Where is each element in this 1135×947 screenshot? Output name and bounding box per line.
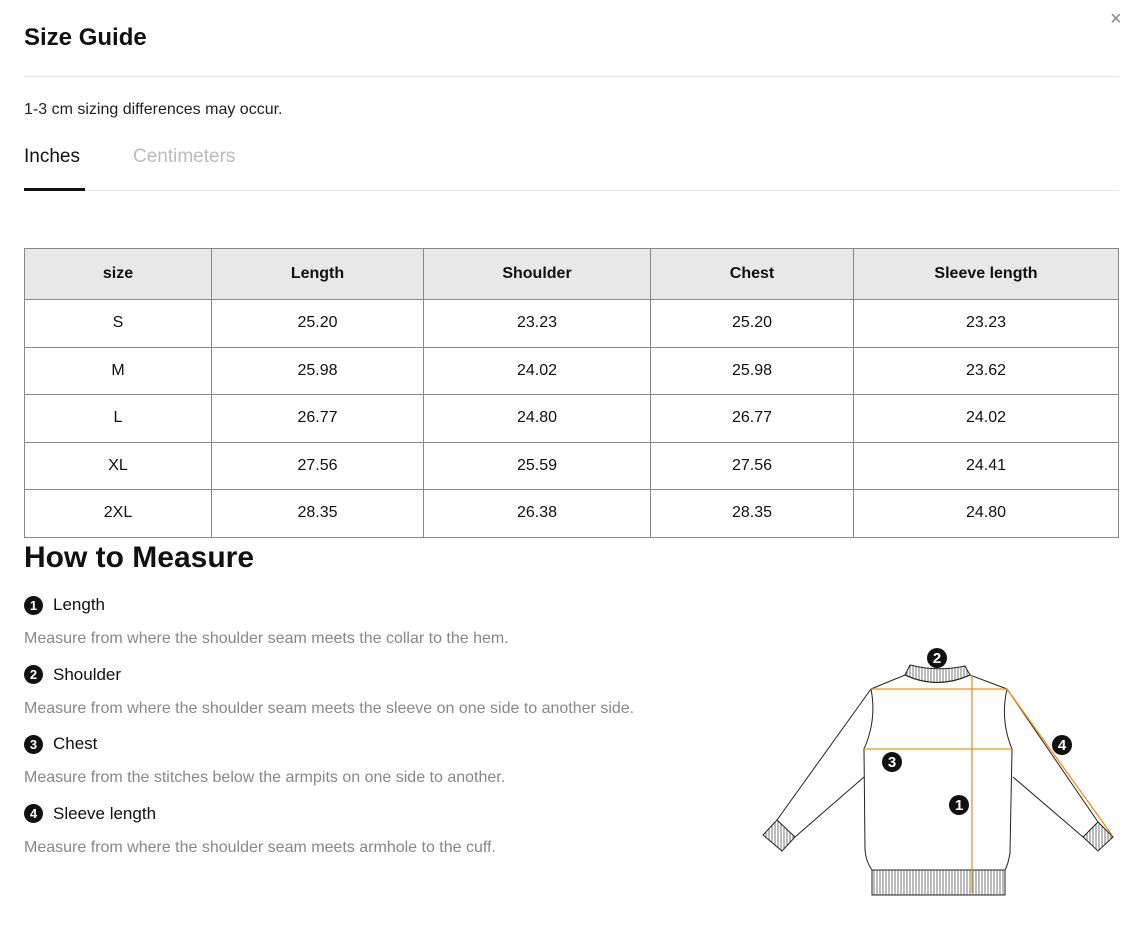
table-cell: 24.41: [854, 442, 1119, 490]
table-cell: 24.02: [854, 395, 1119, 443]
table-cell: M: [25, 347, 212, 395]
svg-text:3: 3: [887, 754, 897, 771]
table-cell: 25.98: [651, 347, 854, 395]
table-cell: 24.80: [854, 490, 1119, 538]
table-cell: 26.77: [651, 395, 854, 443]
measure-description: Measure from where the shoulder seam meets the sleeve on one side to another side.: [24, 699, 635, 717]
number-badge-icon: 2: [24, 665, 43, 684]
diagram-marker-4: [1052, 735, 1072, 755]
table-cell: 24.02: [424, 347, 651, 395]
table-cell: 24.80: [424, 395, 651, 443]
svg-text:4: 4: [1057, 737, 1067, 754]
how-to-measure-title: How to Measure: [24, 541, 255, 574]
number-badge-icon: 1: [24, 596, 43, 615]
table-cell: 25.98: [212, 347, 424, 395]
table-cell: 25.20: [212, 300, 424, 348]
diagram-marker-2: [927, 648, 947, 668]
measure-label: Chest: [53, 734, 98, 753]
table-cell: 25.59: [424, 442, 651, 490]
tab-centimeters[interactable]: Centimeters: [133, 146, 236, 167]
table-cell: S: [25, 300, 212, 348]
sizing-note: 1-3 cm sizing differences may occur.: [24, 101, 283, 118]
table-cell: 27.56: [212, 442, 424, 490]
measure-description: Measure from the stitches below the armpits on one side to another.: [24, 769, 506, 786]
table-cell: XL: [25, 442, 212, 490]
number-badge-icon: 3: [24, 735, 43, 754]
header-size: size: [25, 249, 212, 300]
table-cell: L: [25, 395, 212, 443]
close-icon[interactable]: ×: [1110, 8, 1122, 30]
tab-inches[interactable]: Inches: [24, 146, 80, 167]
table-cell: 25.20: [651, 300, 854, 348]
table-cell: 27.56: [651, 442, 854, 490]
table-cell: 2XL: [25, 490, 212, 538]
measure-label: Sleeve length: [53, 803, 157, 823]
dialog-title: Size Guide: [24, 24, 147, 51]
number-badge-icon: 4: [24, 804, 43, 823]
table-cell: 28.35: [651, 490, 854, 538]
svg-text:2: 2: [932, 650, 942, 667]
header-length: Length: [212, 249, 424, 300]
measure-description: Measure from where the shoulder seam meets armhole to the cuff.: [24, 838, 496, 856]
table-cell: 26.77: [212, 395, 424, 443]
header-chest: Chest: [651, 249, 854, 300]
svg-text:1: 1: [954, 797, 964, 814]
measure-label: Shoulder: [53, 664, 122, 684]
header-shoulder: Shoulder: [424, 249, 651, 300]
measure-description: Measure from where the shoulder seam meets the collar to the hem.: [24, 630, 509, 647]
diagram-marker-1: [949, 795, 969, 815]
table-cell: 26.38: [424, 490, 651, 538]
sweater-outline: [763, 665, 1113, 895]
table-cell: 23.23: [854, 300, 1119, 348]
measure-label: Length: [53, 595, 105, 614]
table-cell: 23.62: [854, 347, 1119, 395]
diagram-marker-3: [882, 752, 902, 772]
header-sleeve-length: Sleeve length: [854, 249, 1119, 300]
table-cell: 23.23: [424, 300, 651, 348]
table-cell: 28.35: [212, 490, 424, 538]
